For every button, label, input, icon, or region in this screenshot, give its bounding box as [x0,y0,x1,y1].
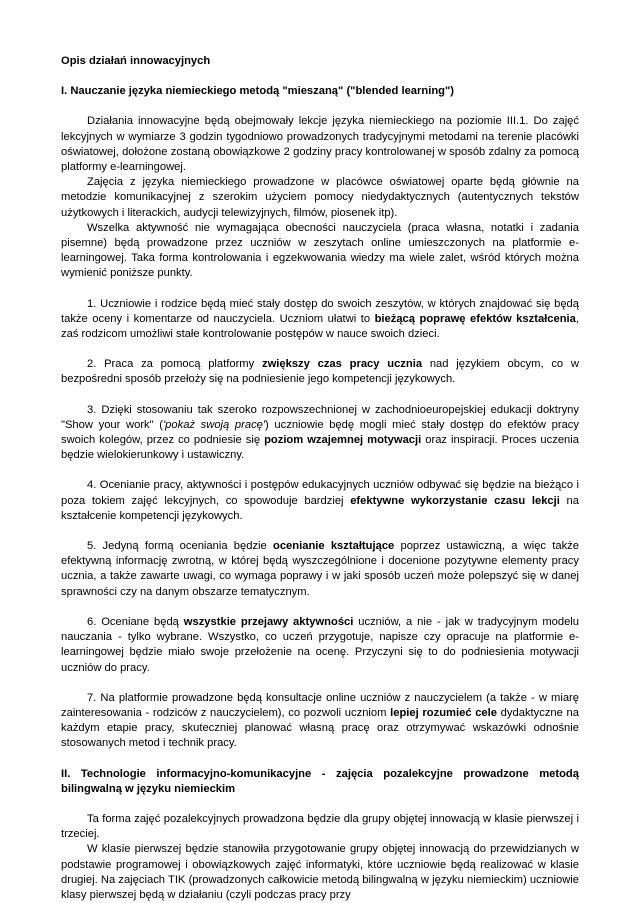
section-2-paragraph: Ta forma zajęć pozalekcyjnych prowadzona będzie dla grupy objętej innowacją w klasie pierwszej i trzeciej. [61,812,579,841]
numbered-point-4: 4. Ocenianie pracy, aktywności i postępów edukacyjnych uczniów odbywać się będzie na bieżąco i poza tokiem zajęć lekcyjnych, co spowoduje bardziej efektywne wykorzystanie czasu lekcji na kształcenie kompetencji językowych. [61,479,579,522]
numbered-point-1: 1. Uczniowie i rodzice będą mieć stały dostęp do swoich zeszytów, w których znajdować się będą także oceny i komentarze od nauczyciela. Uczniom ułatwi to bieżącą poprawę efektów kształcenia, zaś rodzicom umożliwi stałe kontrolowanie postępów w nauce swoich dzieci. [61,297,579,341]
numbered-point-5: 5. Jedyną formą oceniania będzie ocenianie kształtujące poprzez ustawiczną, a więc także efektywną informację zwrotną, w której będą wyszczególnione i docenione pozytywne elementy pracy ucznia, a także zawarte uwagi, co wymaga poprawy i w jaki sposób uczeń może polepszyć się w danej sprawności czy na danym obszarze tematycznym. [61,540,579,598]
section-1-intro-paragraph: Zajęcia z języka niemieckiego prowadzone w placówce oświatowej oparte będą głównie na metodzie komunikacyjnej z szerokim użyciem pomocy niedydaktycznych (autentycznych tekstów użytkowych i literackich, audycji telewizyjnych, filmów, piosenek itp). [61,176,579,219]
section-2-paragraph: W klasie pierwszej będzie stanowiła przygotowanie grupy objętej innowacją do przewidzianych w podstawie programowej i obowiązkowych zajęć informatyki, które uczniowie będą realizować w klasie drugiej. Na zajęciach TIK (prowadzonych całkowicie metodą bilingwalną w języku niemieckim) uczniowie klasy pierwszej będą w działaniu (czyli podczas pracy przy [61,843,579,901]
numbered-point-6: 6. Oceniane będą wszystkie przejawy aktywności uczniów, a nie - jak w tradycyjnym modelu nauczania - tylko wybrane. Wszystko, co uczeń przygotuje, napisze czy opracuje na platformie e-learningowej będzie miało swoje przełożenie na ocenę. Przyczyni się to do podniesienia motywacji uczniów do pracy. [61,615,580,674]
section-1-heading: I. Nauczanie języka niemieckiego metodą "mieszaną" ("blended learning") [61,85,455,98]
numbered-point-3: 3. Dzięki stosowaniu tak szeroko rozpowszechnionej w zachodnioeuropejskiej edukacji doktryny "Show your work" ('pokaż swoją pracę') uczniowie będę mogli mieć stały dostęp do efektów pracy swoich kolegów, przez co podniesie się poziom wzajemnej motywacji oraz inspiracji. Proces uczenia będzie wielokierunkowy i ustawiczny. [61,403,579,462]
numbered-point-7: 7. Na platformie prowadzone będą konsultacje online uczniów z nauczycielem (a także - w miarę zainteresowania - rodziców z nauczycielem), co pozwoli uczniom lepiej rozumieć cele dydaktyczne na każdym etapie pracy, skuteczniej planować własną pracę oraz otrzymywać wskazówki odnośnie stosowanych metod i technik pracy. [61,691,579,750]
section-1-intro-paragraph: Wszelka aktywność nie wymagająca obecności nauczyciela (praca własna, notatki i zadania pisemne) będą prowadzone przez uczniów w zeszytach online umieszczonych na platformie e-learningowej. Taka forma kontrolowania i egzekwowania wiedzy ma wiele zalet, wśród których można wymienić poniższe punkty. [61,221,579,280]
numbered-point-2: 2. Praca za pomocą platformy zwiększy czas pracy ucznia nad językiem obcym, co w bezpośredni sposób przełoży się na podniesienie jego kompetencji językowych. [61,358,579,386]
section-2-heading: II. Technologie informacyjno-komunikacyjne - zajęcia pozalekcyjne prowadzone metodą bilingwalną w języku niemieckim [61,767,579,795]
section-1-intro-paragraph: Działania innowacyjne będą obejmowały lekcje języka niemieckiego na poziomie III.1. Do zajęć lekcyjnych w wymiarze 3 godzin tygodniowo prowadzonych tradycyjnymi metodami na terenie placówki oświatowej, dołożone zostaną obowiązkowe 2 godziny pracy kontrolowanej w sposób zdalny za pomocą platformy e-learningowej. [61,115,579,174]
document-page [61,54,579,903]
document-title: Opis działań innowacyjnych [61,55,211,67]
